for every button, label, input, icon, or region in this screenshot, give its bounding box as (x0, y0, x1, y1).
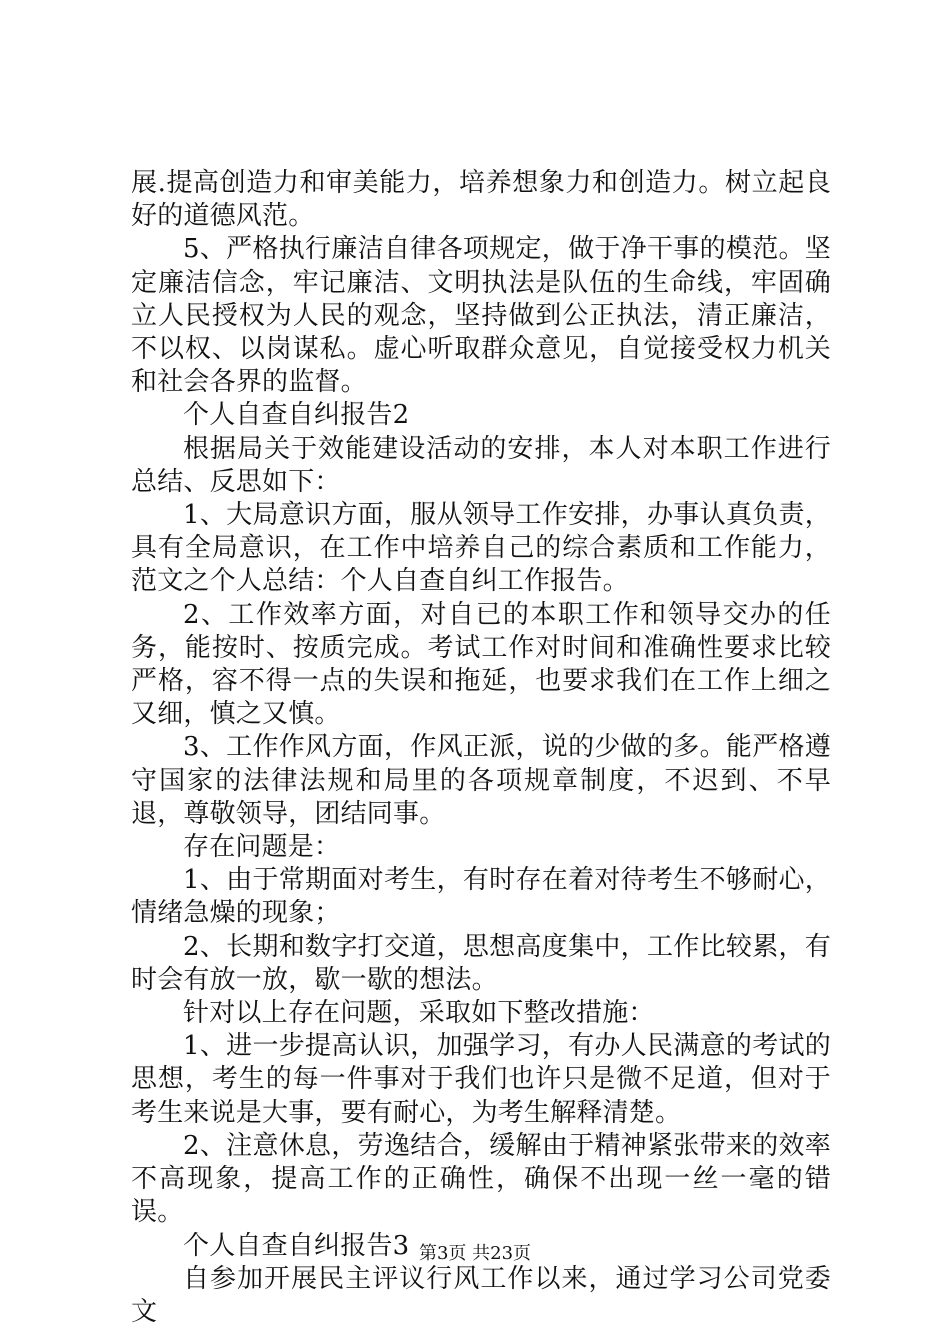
paragraph-15: 自参加开展民主评议行风工作以来，通过学习公司党委文 (131, 1263, 831, 1327)
document-body (131, 167, 831, 1329)
paragraph-11: 针对以上存在问题，采取如下整改措施： (183, 998, 655, 1029)
paragraph-4: 根据局关于效能建设活动的安排，本人对本职工作进行总结、反思如下： (131, 433, 831, 497)
paragraph-6: 2、工作效率方面，对自已的本职工作和领导交办的任务，能按时、按质完成。考试工作对时间和准确性要求比较严格，容不得一点的失误和拖延，也要求我们在工作上细之又细，慎之又慎。 (131, 599, 831, 730)
page-number-label: 第3页 共23页 (418, 1243, 532, 1264)
section-heading-report-2: 个人自查自纠报告2 (183, 400, 410, 431)
section-heading-report-3: 个人自查自纠报告3 (183, 1230, 410, 1261)
paragraph-9: 1、由于常期面对考生，有时存在着对待考生不够耐心，情绪急燥的现象； (131, 865, 831, 929)
page-footer (0, 1242, 950, 1266)
paragraph-2: 5、严格执行廉洁自律各项规定，做于净干事的模范。坚定廉洁信念，牢记廉洁、文明执法是队伍的生命线，牢固确立人民授权为人民的观念，坚持做到公正执法，清正廉洁，不以权、以岗谋私。虚心听取群众意见，自觉接受权力机关和社会各界的监督。 (131, 234, 831, 398)
paragraph-13: 2、注意休息，劳逸结合，缓解由于精神紧张带来的效率不高现象，提高工作的正确性，确保不出现一丝一毫的错误。 (131, 1130, 831, 1228)
paragraph-7: 3、工作作风方面，作风正派，说的少做的多。能严格遵守国家的法律法规和局里的各项规章制度，不迟到、不早退，尊敬领导，团结同事。 (131, 732, 831, 829)
paragraph-8: 存在问题是： (183, 832, 341, 863)
paragraph-1: 展.提高创造力和审美能力，培养想象力和创造力。树立起良好的道德风范。 (131, 168, 831, 232)
paragraph-5: 1、大局意识方面，服从领导工作安排，办事认真负责，具有全局意识，在工作中培养自己的综合素质和工作能力，范文之个人总结：个人自查自纠工作报告。 (131, 500, 831, 597)
paragraph-10: 2、长期和数字打交道，思想高度集中，工作比较累，有时会有放一放，歇一歇的想法。 (131, 931, 831, 995)
paragraph-12: 1、进一步提高认识，加强学习，有办人民满意的考试的思想，考生的每一件事对于我们也许只是微不足道，但对于考生来说是大事，要有耐心，为考生解释清楚。 (131, 1031, 831, 1128)
